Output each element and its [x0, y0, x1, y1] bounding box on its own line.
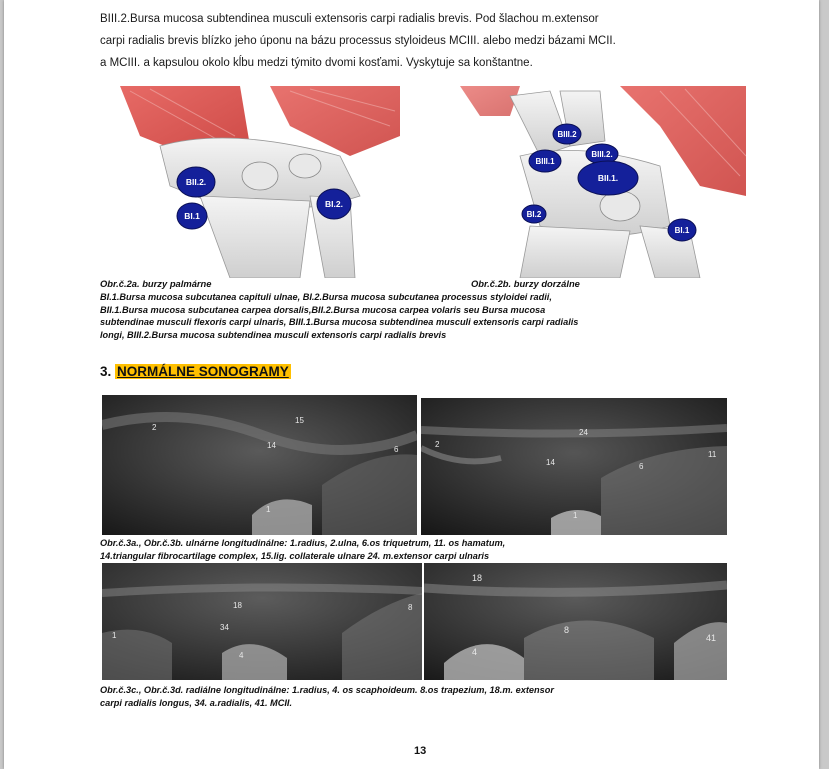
label-6: 6: [639, 462, 644, 471]
figure-2-caption: [100, 291, 750, 341]
caption-line: BII.1.Bursa mucosa subcutanea carpea dorsalis,BII.2.Bursa mucosa carpea volaris seu Bursa mucosa: [100, 304, 546, 315]
document-page: [4, 0, 819, 769]
paragraph-line: carpi radialis brevis blízko jeho úponu na bázu processus styloideus MCIII. alebo medzi bázami MCII.: [100, 35, 616, 47]
caption-line: BI.1.Bursa mucosa subcutanea capituli ulnae, BI.2.Bursa mucosa subcutanea processus styloidei radii,: [100, 292, 552, 302]
label-1: 1: [573, 511, 578, 520]
sonogram-3a: [102, 395, 417, 535]
svg-text:BI.2: BI.2: [526, 210, 542, 219]
body-paragraph: [100, 8, 740, 74]
label-8: 8: [408, 603, 413, 612]
label-2: 2: [435, 440, 440, 449]
bursa-biii1-dorsal: [529, 150, 561, 172]
label-18: 18: [472, 573, 483, 583]
caption-line: Obr.č.3c., Obr.č.3d. radiálne longitudinálne: 1.radius, 4. os scaphoideum. 8.os trapezium, 18.m. extensor: [100, 685, 554, 695]
bursa-biii2-dorsal: [553, 124, 581, 144]
svg-text:BI.2.: BI.2.: [325, 199, 343, 209]
paragraph-line: BIII.2.Bursa mucosa subtendinea musculi extensoris carpi radialis brevis. Pod šlachou m.extensor: [100, 13, 599, 25]
label-14: 14: [546, 458, 555, 467]
bursa-bi1-dorsal: [668, 219, 696, 241]
caption-line: 14.triangular fibrocartilage complex, 15.lig. collaterale ulnare 24. m.extensor carpi ulnaris: [100, 550, 490, 561]
label-14: 14: [267, 441, 276, 450]
section-heading: [100, 364, 291, 379]
bursa-bi1-palmar: [177, 203, 207, 229]
paragraph-line: a MCIII. a kapsulou okolo kĺbu medzi týmito dvomi kosťami. Vyskytuje sa konštantne.: [100, 57, 533, 69]
figure-2a-title: Obr.č.2a. burzy palmárne: [100, 278, 212, 289]
bursa-bi2-palmar: [317, 189, 351, 219]
page-number: 13: [414, 745, 427, 757]
label-1: 1: [112, 631, 117, 640]
label-4: 4: [472, 647, 478, 657]
sonogram-3c: [102, 563, 422, 680]
label-34: 34: [220, 623, 229, 632]
label-24: 24: [579, 428, 588, 437]
wrist-bursae-illustration: [100, 86, 746, 278]
label-15: 15: [295, 416, 304, 425]
svg-text:BII.2.: BII.2.: [185, 177, 207, 187]
svg-text:BIII.2: BIII.2: [557, 130, 577, 139]
label-6: 6: [394, 445, 399, 454]
caption-line: longi, BIII.2.Bursa mucosa subtendinea musculi extensoris carpi radialis brevis: [100, 329, 447, 340]
svg-text:BIII.1: BIII.1: [535, 157, 555, 166]
svg-text:BI.1: BI.1: [674, 226, 690, 235]
svg-text:BIII.2.: BIII.2.: [591, 150, 613, 159]
section-number: 3.: [100, 364, 112, 379]
bursa-bii1-dorsal: [578, 161, 638, 195]
label-18: 18: [233, 601, 242, 610]
palmar-view: [120, 86, 400, 278]
label-41: 41: [706, 633, 717, 643]
sonogram-3d: [424, 563, 727, 680]
label-2: 2: [152, 423, 157, 432]
svg-text:BII.1.: BII.1.: [597, 173, 619, 183]
figure-3ab-caption: [100, 537, 750, 562]
label-4: 4: [239, 651, 244, 660]
bursa-bii2-palmar: [177, 167, 215, 197]
section-title: NORMÁLNE SONOGRAMY: [117, 364, 289, 379]
figure-2b-title: Obr.č.2b. burzy dorzálne: [471, 278, 580, 289]
caption-line: Obr.č.3a., Obr.č.3b. ulnárne longitudinálne: 1.radius, 2.ulna, 6.os triquetrum, 11. os hamatum,: [100, 538, 506, 548]
figure-3cd-caption: [100, 684, 750, 709]
label-1: 1: [266, 505, 271, 514]
caption-line: subtendinae musculi flexoris carpi ulnaris, BIII.1.Bursa mucosa subtendinea musculi extensoris carpi radialis: [100, 317, 579, 327]
sonogram-3b: [421, 398, 727, 535]
bursa-bi2-dorsal: [522, 205, 546, 223]
svg-text:BI.1: BI.1: [184, 211, 200, 221]
label-8: 8: [564, 625, 570, 635]
caption-line: carpi radialis longus, 34. a.radialis, 41. MCII.: [100, 697, 292, 708]
label-11: 11: [708, 450, 717, 459]
